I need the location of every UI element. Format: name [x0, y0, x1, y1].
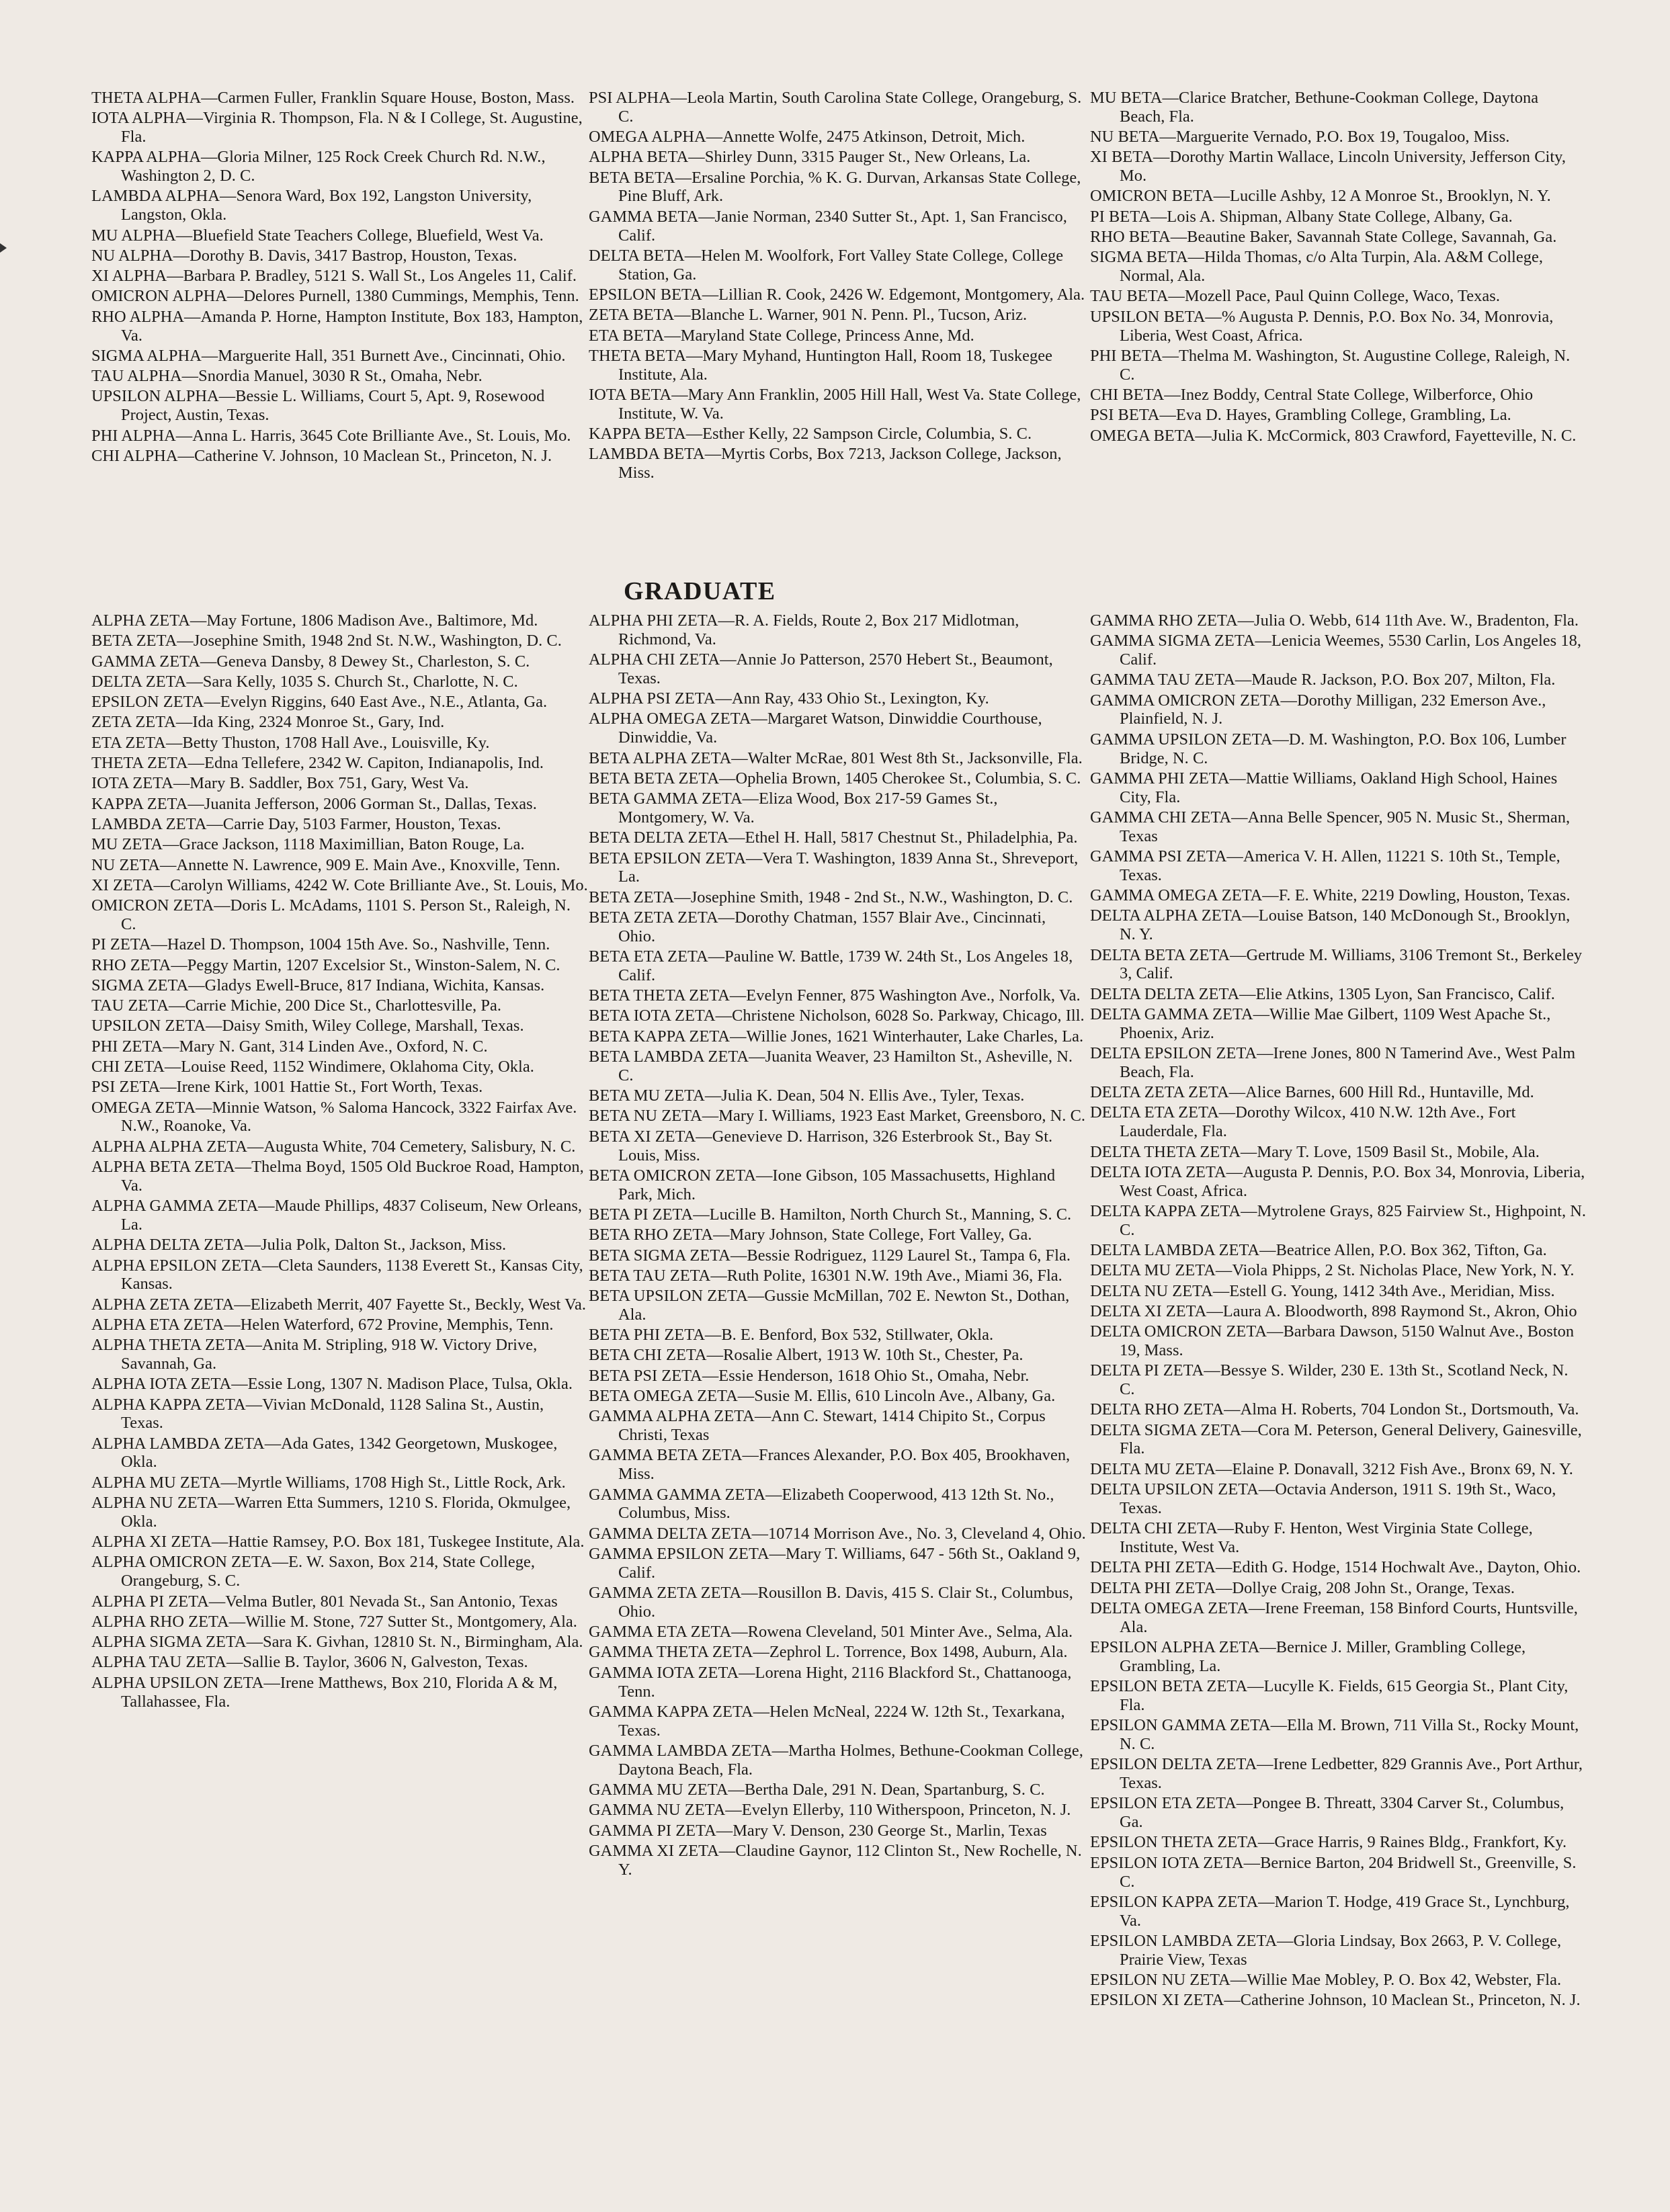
chapter-entry: GAMMA BETA ZETA—Frances Alexander, P.O. Box 405, Brookhaven, Miss.: [589, 1446, 1071, 1484]
chapter-entry: EPSILON NU ZETA—Willie Mae Mobley, P. O. Box 42, Webster, Fla.: [1090, 1970, 1562, 1989]
chapter-entry: DELTA XI ZETA—Laura A. Bloodworth, 898 Raymond St., Akron, Ohio: [1090, 1302, 1577, 1320]
chapter-entry: EPSILON ETA ZETA—Pongee B. Threatt, 3304 Carver St., Columbus, Ga.: [1090, 1794, 1564, 1832]
chapter-entry: GAMMA IOTA ZETA—Lorena Hight, 2116 Blackford St., Chattanooga, Tenn.: [589, 1663, 1072, 1701]
chapter-entry: GAMMA TAU ZETA—Maude R. Jackson, P.O. Box 207, Milton, Fla.: [1090, 671, 1556, 689]
chapter-entry: ALPHA DELTA ZETA—Julia Polk, Dalton St., Jackson, Miss.: [91, 1236, 507, 1254]
chapter-entry: PHI BETA—Thelma M. Washington, St. Augustine College, Raleigh, N. C.: [1090, 346, 1571, 384]
chapter-entry: MU BETA—Clarice Bratcher, Bethune-Cookman College, Daytona Beach, Fla.: [1090, 89, 1539, 126]
chapter-entry: UPSILON BETA—% Augusta P. Dennis, P.O. Box No. 34, Monrovia, Liberia, West Coast, Africa.: [1090, 307, 1554, 345]
chapter-entry: ZETA BETA—Blanche L. Warner, 901 N. Penn. Pl., Tucson, Ariz.: [589, 306, 1028, 325]
chapter-entry: BETA MU ZETA—Julia K. Dean, 504 N. Ellis Ave., Tyler, Texas.: [589, 1087, 1025, 1105]
chapter-entry: XI ZETA—Carolyn Williams, 4242 W. Cote Brilliante Ave., St. Louis, Mo.: [91, 876, 588, 894]
chapter-entry: DELTA BETA—Helen M. Woolfork, Fort Valley State College, College Station, Ga.: [589, 246, 1064, 284]
chapter-entry: DELTA CHI ZETA—Ruby F. Henton, West Virginia State College, Institute, West Va.: [1090, 1519, 1533, 1556]
chapter-entry: RHO BETA—Beautine Baker, Savannah State College, Savannah, Ga.: [1090, 228, 1557, 247]
chapter-entry: BETA PI ZETA—Lucille B. Hamilton, North Church St., Manning, S. C.: [589, 1205, 1072, 1224]
undergrad-column-3: [1090, 89, 1587, 447]
chapter-entry: ALPHA UPSILON ZETA—Irene Matthews, Box 210, Florida A & M, Tallahassee, Fla.: [91, 1673, 558, 1711]
chapter-entry: ALPHA RHO ZETA—Willie M. Stone, 727 Sutter St., Montgomery, Ala.: [91, 1612, 577, 1631]
chapter-entry: GAMMA CHI ZETA—Anna Belle Spencer, 905 N. Music St., Sherman, Texas: [1090, 808, 1571, 845]
chapter-entry: GAMMA RHO ZETA—Julia O. Webb, 614 11th Ave. W., Bradenton, Fla.: [1090, 611, 1579, 630]
chapter-entry: EPSILON GAMMA ZETA—Ella M. Brown, 711 Villa St., Rocky Mount, N. C.: [1090, 1716, 1579, 1753]
chapter-entry: DELTA UPSILON ZETA—Octavia Anderson, 1911 S. 19th St., Waco, Texas.: [1090, 1480, 1556, 1517]
graduate-column-1: [91, 611, 589, 1713]
chapter-entry: ALPHA EPSILON ZETA—Cleta Saunders, 1138 Everett St., Kansas City, Kansas.: [91, 1256, 583, 1293]
chapter-entry: DELTA NU ZETA—Estell G. Young, 1412 34th Ave., Meridian, Miss.: [1090, 1281, 1555, 1300]
chapter-entry: BETA GAMMA ZETA—Eliza Wood, Box 217-59 Games St., Montgomery, W. Va.: [589, 790, 998, 826]
chapter-entry: IOTA ZETA—Mary B. Saddler, Box 751, Gary, West Va.: [91, 774, 469, 793]
graduate-heading: GRADUATE: [624, 577, 776, 605]
chapter-entry: EPSILON BETA ZETA—Lucylle K. Fields, 615 Georgia St., Plant City, Fla.: [1090, 1677, 1569, 1714]
chapter-entry: GAMMA PI ZETA—Mary V. Denson, 230 George St., Marlin, Texas: [589, 1821, 1047, 1840]
chapter-entry: GAMMA OMEGA ZETA—F. E. White, 2219 Dowling, Houston, Texas.: [1090, 886, 1571, 905]
chapter-entry: NU ZETA—Annette N. Lawrence, 909 E. Main Ave., Knoxville, Tenn.: [91, 855, 560, 874]
chapter-entry: DELTA PI ZETA—Bessye S. Wilder, 230 E. 13th St., Scotland Neck, N. C.: [1090, 1361, 1569, 1399]
chapter-entry: GAMMA KAPPA ZETA—Helen McNeal, 2224 W. 12th St., Texarkana, Texas.: [589, 1702, 1065, 1740]
chapter-entry: ALPHA OMEGA ZETA—Margaret Watson, Dinwiddie Courthouse, Dinwiddie, Va.: [589, 710, 1042, 747]
chapter-entry: BETA IOTA ZETA—Christene Nicholson, 6028 So. Parkway, Chicago, Ill.: [589, 1007, 1085, 1025]
chapter-entry: DELTA MU ZETA—Viola Phipps, 2 St. Nicholas Place, New York, N. Y.: [1090, 1261, 1575, 1280]
chapter-entry: EPSILON THETA ZETA—Grace Harris, 9 Raines Bldg., Frankfort, Ky.: [1090, 1833, 1567, 1852]
chapter-entry: KAPPA BETA—Esther Kelly, 22 Sampson Circle, Columbia, S. C.: [589, 425, 1032, 443]
chapter-entry: NU ALPHA—Dorothy B. Davis, 3417 Bastrop, Houston, Texas.: [91, 246, 517, 265]
chapter-entry: ALPHA GAMMA ZETA—Maude Phillips, 4837 Coliseum, New Orleans, La.: [91, 1197, 583, 1234]
chapter-entry: OMICRON BETA—Lucille Ashby, 12 A Monroe St., Brooklyn, N. Y.: [1090, 187, 1551, 206]
chapter-entry: GAMMA EPSILON ZETA—Mary T. Williams, 647 - 56th St., Oakland 9, Calif.: [589, 1544, 1081, 1582]
chapter-entry: ALPHA IOTA ZETA—Essie Long, 1307 N. Madison Place, Tulsa, Okla.: [91, 1375, 573, 1394]
chapter-entry: PSI BETA—Eva D. Hayes, Grambling College, Grambling, La.: [1090, 406, 1511, 425]
chapter-entry: DELTA MU ZETA—Elaine P. Donavall, 3212 Fish Ave., Bronx 69, N. Y.: [1090, 1459, 1573, 1478]
chapter-entry: GAMMA OMICRON ZETA—Dorothy Milligan, 232 Emerson Ave., Plainfield, N. J.: [1090, 691, 1546, 728]
chapter-entry: UPSILON ZETA—Daisy Smith, Wiley College, Marshall, Texas.: [91, 1017, 524, 1035]
chapter-entry: GAMMA ZETA ZETA—Rousillon B. Davis, 415 S. Clair St., Columbus, Ohio.: [589, 1584, 1073, 1621]
chapter-entry: ALPHA ZETA—May Fortune, 1806 Madison Ave., Baltimore, Md.: [91, 611, 538, 630]
chapter-entry: GAMMA BETA—Janie Norman, 2340 Sutter St., Apt. 1, San Francisco, Calif.: [589, 207, 1067, 245]
chapter-entry: ALPHA PSI ZETA—Ann Ray, 433 Ohio St., Lexington, Ky.: [589, 689, 989, 708]
chapter-entry: ALPHA OMICRON ZETA—E. W. Saxon, Box 214, State College, Orangeburg, S. C.: [91, 1553, 536, 1590]
chapter-entry: LAMBDA ALPHA—Senora Ward, Box 192, Langston University, Langston, Okla.: [91, 187, 532, 224]
chapter-entry: DELTA ZETA—Sara Kelly, 1035 S. Church St., Charlotte, N. C.: [91, 672, 518, 691]
chapter-entry: TAU BETA—Mozell Pace, Paul Quinn College, Waco, Texas.: [1090, 287, 1500, 306]
chapter-entry: OMEGA ALPHA—Annette Wolfe, 2475 Atkinson, Detroit, Mich.: [589, 128, 1026, 146]
chapter-entry: EPSILON BETA—Lillian R. Cook, 2426 W. Edgemont, Montgomery, Ala.: [589, 285, 1085, 304]
chapter-entry: RHO ZETA—Peggy Martin, 1207 Excelsior St., Winston-Salem, N. C.: [91, 955, 560, 974]
chapter-entry: BETA KAPPA ZETA—Willie Jones, 1621 Winterhauter, Lake Charles, La.: [589, 1027, 1084, 1046]
chapter-entry: DELTA LAMBDA ZETA—Beatrice Allen, P.O. Box 362, Tifton, Ga.: [1090, 1241, 1547, 1259]
chapter-entry: DELTA OMEGA ZETA—Irene Freeman, 158 Binford Courts, Huntsville, Ala.: [1090, 1599, 1578, 1636]
chapter-entry: UPSILON ALPHA—Bessie L. Williams, Court 5, Apt. 9, Rosewood Project, Austin, Texas.: [91, 387, 545, 425]
chapter-entry: DELTA IOTA ZETA—Augusta P. Dennis, P.O. Box 34, Monrovia, Liberia, West Coast, Africa.: [1090, 1162, 1585, 1200]
chapter-entry: BETA THETA ZETA—Evelyn Fenner, 875 Washington Ave., Norfolk, Va.: [589, 986, 1081, 1005]
chapter-entry: SIGMA ZETA—Gladys Ewell-Bruce, 817 Indiana, Wichita, Kansas.: [91, 976, 545, 994]
chapter-entry: EPSILON KAPPA ZETA—Marion T. Hodge, 419 Grace St., Lynchburg, Va.: [1090, 1892, 1570, 1930]
chapter-entry: BETA ZETA—Josephine Smith, 1948 - 2nd St., N.W., Washington, D. C.: [589, 888, 1073, 906]
margin-arrow-mark: [0, 243, 7, 253]
chapter-entry: ALPHA TAU ZETA—Sallie B. Taylor, 3606 N, Galveston, Texas.: [91, 1653, 528, 1672]
chapter-entry: GAMMA MU ZETA—Bertha Dale, 291 N. Dean, Spartanburg, S. C.: [589, 1781, 1045, 1799]
chapter-entry: THETA ALPHA—Carmen Fuller, Franklin Square House, Boston, Mass.: [91, 89, 575, 107]
chapter-entry: PHI ZETA—Mary N. Gant, 314 Linden Ave., Oxford, N. C.: [91, 1037, 488, 1056]
chapter-entry: GAMMA ZETA—Geneva Dansby, 8 Dewey St., Charleston, S. C.: [91, 652, 530, 671]
chapter-entry: ALPHA PI ZETA—Velma Butler, 801 Nevada St., San Antonio, Texas: [91, 1592, 558, 1611]
chapter-entry: SIGMA BETA—Hilda Thomas, c/o Alta Turpin, Ala. A&M College, Normal, Ala.: [1090, 248, 1544, 286]
chapter-entry: BETA LAMBDA ZETA—Juanita Weaver, 23 Hamilton St., Asheville, N. C.: [589, 1048, 1073, 1084]
chapter-entry: EPSILON DELTA ZETA—Irene Ledbetter, 829 Grannis Ave., Port Arthur, Texas.: [1090, 1755, 1583, 1793]
chapter-entry: ETA ZETA—Betty Thuston, 1708 Hall Ave., Louisville, Ky.: [91, 733, 490, 752]
chapter-entry: EPSILON LAMBDA ZETA—Gloria Lindsay, Box 2663, P. V. College, Prairie View, Texas: [1090, 1931, 1562, 1969]
chapter-entry: EPSILON ALPHA ZETA—Bernice J. Miller, Grambling College, Grambling, La.: [1090, 1637, 1526, 1675]
chapter-entry: PSI ALPHA—Leola Martin, South Carolina State College, Orangeburg, S. C.: [589, 89, 1082, 126]
chapter-entry: RHO ALPHA—Amanda P. Horne, Hampton Institute, Box 183, Hampton, Va.: [91, 307, 583, 345]
chapter-entry: XI ALPHA—Barbara P. Bradley, 5121 S. Wall St., Los Angeles 11, Calif.: [91, 267, 577, 286]
chapter-entry: OMICRON ALPHA—Delores Purnell, 1380 Cummings, Memphis, Tenn.: [91, 287, 579, 306]
chapter-entry: ALPHA PHI ZETA—R. A. Fields, Route 2, Box 217 Midlotman, Richmond, Va.: [589, 611, 1019, 648]
chapter-entry: ALPHA ALPHA ZETA—Augusta White, 704 Cemetery, Salisbury, N. C.: [91, 1137, 576, 1156]
chapter-entry: LAMBDA ZETA—Carrie Day, 5103 Farmer, Houston, Texas.: [91, 814, 501, 833]
chapter-entry: BETA CHI ZETA—Rosalie Albert, 1913 W. 10th St., Chester, Pa.: [589, 1346, 1024, 1365]
chapter-entry: CHI ZETA—Louise Reed, 1152 Windimere, Oklahoma City, Okla.: [91, 1058, 534, 1076]
chapter-entry: OMEGA BETA—Julia K. McCormick, 803 Crawford, Fayetteville, N. C.: [1090, 426, 1577, 445]
chapter-entry: THETA BETA—Mary Myhand, Huntington Hall, Room 18, Tuskegee Institute, Ala.: [589, 346, 1053, 384]
chapter-entry: DELTA SIGMA ZETA—Cora M. Peterson, General Delivery, Gainesville, Fla.: [1090, 1420, 1582, 1458]
chapter-entry: TAU ALPHA—Snordia Manuel, 3030 R St., Omaha, Nebr.: [91, 367, 483, 386]
chapter-entry: BETA BETA ZETA—Ophelia Brown, 1405 Cherokee St., Columbia, S. C.: [589, 769, 1081, 788]
chapter-entry: DELTA PHI ZETA—Dollye Craig, 208 John St., Orange, Texas.: [1090, 1578, 1515, 1597]
chapter-entry: GAMMA PSI ZETA—America V. H. Allen, 11221 S. 10th St., Temple, Texas.: [1090, 847, 1560, 884]
chapter-entry: BETA NU ZETA—Mary I. Williams, 1923 East Market, Greensboro, N. C.: [589, 1107, 1086, 1125]
chapter-entry: GAMMA UPSILON ZETA—D. M. Washington, P.O. Box 106, Lumber Bridge, N. C.: [1090, 730, 1567, 767]
chapter-entry: GAMMA PHI ZETA—Mattie Williams, Oakland High School, Haines City, Fla.: [1090, 769, 1558, 806]
chapter-entry: GAMMA DELTA ZETA—10714 Morrison Ave., No. 3, Cleveland 4, Ohio.: [589, 1524, 1086, 1543]
chapter-entry: ALPHA ZETA ZETA—Elizabeth Merrit, 407 Fayette St., Beckly, West Va.: [91, 1295, 587, 1314]
chapter-entry: GAMMA GAMMA ZETA—Elizabeth Cooperwood, 413 12th St. No., Columbus, Miss.: [589, 1485, 1054, 1523]
chapter-entry: DELTA BETA ZETA—Gertrude M. Williams, 3106 Tremont St., Berkeley 3, Calif.: [1090, 945, 1583, 983]
chapter-entry: BETA EPSILON ZETA—Vera T. Washington, 1839 Anna St., Shreveport, La.: [589, 849, 1079, 886]
chapter-entry: DELTA ALPHA ZETA—Louise Batson, 140 McDonough St., Brooklyn, N. Y.: [1090, 906, 1571, 944]
chapter-entry: BETA SIGMA ZETA—Bessie Rodriguez, 1129 Laurel St., Tampa 6, Fla.: [589, 1246, 1071, 1265]
chapter-entry: XI BETA—Dorothy Martin Wallace, Lincoln University, Jefferson City, Mo.: [1090, 148, 1566, 185]
chapter-entry: ALPHA THETA ZETA—Anita M. Stripling, 918 W. Victory Drive, Savannah, Ga.: [91, 1336, 538, 1373]
chapter-entry: DELTA RHO ZETA—Alma H. Roberts, 704 London St., Dortsmouth, Va.: [1090, 1400, 1579, 1419]
chapter-entry: ALPHA CHI ZETA—Annie Jo Patterson, 2570 Hebert St., Beaumont, Texas.: [589, 650, 1053, 687]
chapter-entry: EPSILON XI ZETA—Catherine Johnson, 10 Maclean St., Princeton, N. J.: [1090, 1991, 1581, 2010]
chapter-entry: PI ZETA—Hazel D. Thompson, 1004 15th Ave. So., Nashville, Tenn.: [91, 935, 550, 954]
chapter-entry: GAMMA SIGMA ZETA—Lenicia Weemes, 5530 Carlin, Los Angeles 18, Calif.: [1090, 632, 1581, 669]
chapter-entry: GAMMA XI ZETA—Claudine Gaynor, 112 Clinton St., New Rochelle, N. Y.: [589, 1841, 1082, 1879]
chapter-entry: PSI ZETA—Irene Kirk, 1001 Hattie St., Fort Worth, Texas.: [91, 1078, 483, 1097]
chapter-entry: LAMBDA BETA—Myrtis Corbs, Box 7213, Jackson College, Jackson, Miss.: [589, 445, 1062, 482]
chapter-entry: SIGMA ALPHA—Marguerite Hall, 351 Burnett Ave., Cincinnati, Ohio.: [91, 346, 566, 365]
chapter-entry: DELTA THETA ZETA—Mary T. Love, 1509 Basil St., Mobile, Ala.: [1090, 1142, 1540, 1161]
chapter-entry: ALPHA ETA ZETA—Helen Waterford, 672 Provine, Memphis, Tenn.: [91, 1315, 554, 1334]
chapter-entry: BETA ZETA—Josephine Smith, 1948 2nd St. N.W., Washington, D. C.: [91, 632, 562, 650]
chapter-entry: KAPPA ZETA—Juanita Jefferson, 2006 Gorman St., Dallas, Texas.: [91, 794, 537, 813]
chapter-entry: DELTA ETA ZETA—Dorothy Wilcox, 410 N.W. 12th Ave., Fort Lauderdale, Fla.: [1090, 1103, 1516, 1141]
undergrad-column-1: [91, 89, 589, 467]
chapter-entry: EPSILON ZETA—Evelyn Riggins, 640 East Ave., N.E., Atlanta, Ga.: [91, 693, 548, 712]
chapter-entry: GAMMA NU ZETA—Evelyn Ellerby, 110 Witherspoon, Princeton, N. J.: [589, 1801, 1071, 1820]
chapter-entry: DELTA PHI ZETA—Edith G. Hodge, 1514 Hochwalt Ave., Dayton, Ohio.: [1090, 1558, 1581, 1577]
chapter-entry: IOTA ALPHA—Virginia R. Thompson, Fla. N & I College, St. Augustine, Fla.: [91, 109, 583, 146]
chapter-entry: GAMMA LAMBDA ZETA—Martha Holmes, Bethune-Cookman College, Daytona Beach, Fla.: [589, 1741, 1083, 1779]
chapter-entry: BETA BETA—Ersaline Porchia, % K. G. Durvan, Arkansas State College, Pine Bluff, Ark.: [589, 168, 1081, 206]
chapter-entry: THETA ZETA—Edna Tellefere, 2342 W. Capiton, Indianapolis, Ind.: [91, 754, 544, 773]
chapter-entry: NU BETA—Marguerite Vernado, P.O. Box 19, Tougaloo, Miss.: [1090, 128, 1510, 146]
chapter-entry: DELTA EPSILON ZETA—Irene Jones, 800 N Tamerind Ave., West Palm Beach, Fla.: [1090, 1044, 1576, 1081]
chapter-entry: PHI ALPHA—Anna L. Harris, 3645 Cote Brilliante Ave., St. Louis, Mo.: [91, 426, 571, 445]
chapter-entry: ALPHA BETA—Shirley Dunn, 3315 Pauger St., New Orleans, La.: [589, 148, 1031, 167]
chapter-entry: GAMMA ETA ZETA—Rowena Cleveland, 501 Minter Ave., Selma, Ala.: [589, 1623, 1073, 1642]
chapter-entry: ALPHA KAPPA ZETA—Vivian McDonald, 1128 Salina St., Austin, Texas.: [91, 1395, 544, 1433]
chapter-entry: ALPHA LAMBDA ZETA—Ada Gates, 1342 Georgetown, Muskogee, Okla.: [91, 1434, 558, 1472]
chapter-entry: KAPPA ALPHA—Gloria Milner, 125 Rock Creek Church Rd. N.W., Washington 2, D. C.: [91, 148, 546, 185]
chapter-entry: BETA XI ZETA—Genevieve D. Harrison, 326 Esterbrook St., Bay St. Louis, Miss.: [589, 1127, 1053, 1164]
chapter-entry: GAMMA ALPHA ZETA—Ann C. Stewart, 1414 Chipito St., Corpus Christi, Texas: [589, 1407, 1046, 1445]
chapter-entry: ALPHA BETA ZETA—Thelma Boyd, 1505 Old Buckroe Road, Hampton, Va.: [91, 1158, 584, 1195]
chapter-entry: BETA UPSILON ZETA—Gussie McMillan, 702 E. Newton St., Dothan, Ala.: [589, 1287, 1070, 1324]
chapter-entry: BETA TAU ZETA—Ruth Polite, 16301 N.W. 19th Ave., Miami 36, Fla.: [589, 1266, 1062, 1285]
chapter-entry: MU ALPHA—Bluefield State Teachers College, Bluefield, West Va.: [91, 226, 544, 245]
chapter-entry: BETA ETA ZETA—Pauline W. Battle, 1739 W. 24th St., Los Angeles 18, Calif.: [589, 947, 1073, 984]
chapter-entry: BETA OMEGA ZETA—Susie M. Ellis, 610 Lincoln Ave., Albany, Ga.: [589, 1387, 1056, 1406]
chapter-entry: DELTA ZETA ZETA—Alice Barnes, 600 Hill Rd., Huntaville, Md.: [1090, 1083, 1534, 1102]
chapter-entry: DELTA GAMMA ZETA—Willie Mae Gilbert, 1109 West Apache St., Phoenix, Ariz.: [1090, 1005, 1551, 1042]
chapter-entry: BETA PSI ZETA—Essie Henderson, 1618 Ohio St., Omaha, Nebr.: [589, 1366, 1030, 1385]
chapter-entry: CHI ALPHA—Catherine V. Johnson, 10 Maclean St., Princeton, N. J.: [91, 446, 552, 465]
chapter-entry: TAU ZETA—Carrie Michie, 200 Dice St., Charlottesville, Pa.: [91, 996, 501, 1015]
chapter-entry: BETA RHO ZETA—Mary Johnson, State College, Fort Valley, Ga.: [589, 1226, 1032, 1244]
chapter-entry: GAMMA THETA ZETA—Zephrol L. Torrence, Box 1498, Auburn, Ala.: [589, 1643, 1068, 1662]
chapter-entry: MU ZETA—Grace Jackson, 1118 Maximillian, Baton Rouge, La.: [91, 835, 525, 854]
chapter-entry: BETA ALPHA ZETA—Walter McRae, 801 West 8th St., Jacksonville, Fla.: [589, 749, 1083, 767]
chapter-entry: ETA BETA—Maryland State College, Princess Anne, Md.: [589, 326, 974, 345]
chapter-entry: ALPHA MU ZETA—Myrtle Williams, 1708 High St., Little Rock, Ark.: [91, 1473, 566, 1492]
chapter-entry: IOTA BETA—Mary Ann Franklin, 2005 Hill Hall, West Va. State College, Institute, W. Va.: [589, 385, 1081, 423]
chapter-entry: DELTA OMICRON ZETA—Barbara Dawson, 5150 Walnut Ave., Boston 19, Mass.: [1090, 1322, 1575, 1359]
chapter-entry: ALPHA XI ZETA—Hattie Ramsey, P.O. Box 181, Tuskegee Institute, Ala.: [91, 1533, 585, 1551]
chapter-entry: PI BETA—Lois A. Shipman, Albany State College, Albany, Ga.: [1090, 207, 1513, 226]
chapter-entry: EPSILON IOTA ZETA—Bernice Barton, 204 Bridwell St., Greenville, S. C.: [1090, 1853, 1577, 1891]
chapter-entry: BETA ZETA ZETA—Dorothy Chatman, 1557 Blair Ave., Cincinnati, Ohio.: [589, 908, 1046, 945]
chapter-entry: CHI BETA—Inez Boddy, Central State College, Wilberforce, Ohio: [1090, 385, 1534, 404]
undergrad-column-2: [589, 89, 1086, 484]
chapter-entry: OMEGA ZETA—Minnie Watson, % Saloma Hancock, 3322 Fairfax Ave. N.W., Roanoke, Va.: [91, 1098, 577, 1136]
chapter-entry: BETA PHI ZETA—B. E. Benford, Box 532, Stillwater, Okla.: [589, 1326, 994, 1345]
chapter-entry: DELTA KAPPA ZETA—Mytrolene Grays, 825 Fairview St., Highpoint, N. C.: [1090, 1201, 1587, 1239]
chapter-entry: DELTA DELTA ZETA—Elie Atkins, 1305 Lyon, San Francisco, Calif.: [1090, 984, 1555, 1003]
chapter-entry: ALPHA NU ZETA—Warren Etta Summers, 1210 S. Florida, Okmulgee, Okla.: [91, 1494, 571, 1531]
chapter-entry: BETA OMICRON ZETA—Ione Gibson, 105 Massachusetts, Highland Park, Mich.: [589, 1166, 1056, 1203]
chapter-entry: ALPHA SIGMA ZETA—Sara K. Givhan, 12810 St. N., Birmingham, Ala.: [91, 1633, 583, 1652]
graduate-column-2: [589, 611, 1086, 1881]
chapter-entry: ZETA ZETA—Ida King, 2324 Monroe St., Gary, Ind.: [91, 713, 445, 732]
graduate-column-3: [1090, 611, 1587, 2012]
chapter-entry: OMICRON ZETA—Doris L. McAdams, 1101 S. Person St., Raleigh, N. C.: [91, 896, 571, 933]
chapter-entry: BETA DELTA ZETA—Ethel H. Hall, 5817 Chestnut St., Philadelphia, Pa.: [589, 828, 1078, 847]
